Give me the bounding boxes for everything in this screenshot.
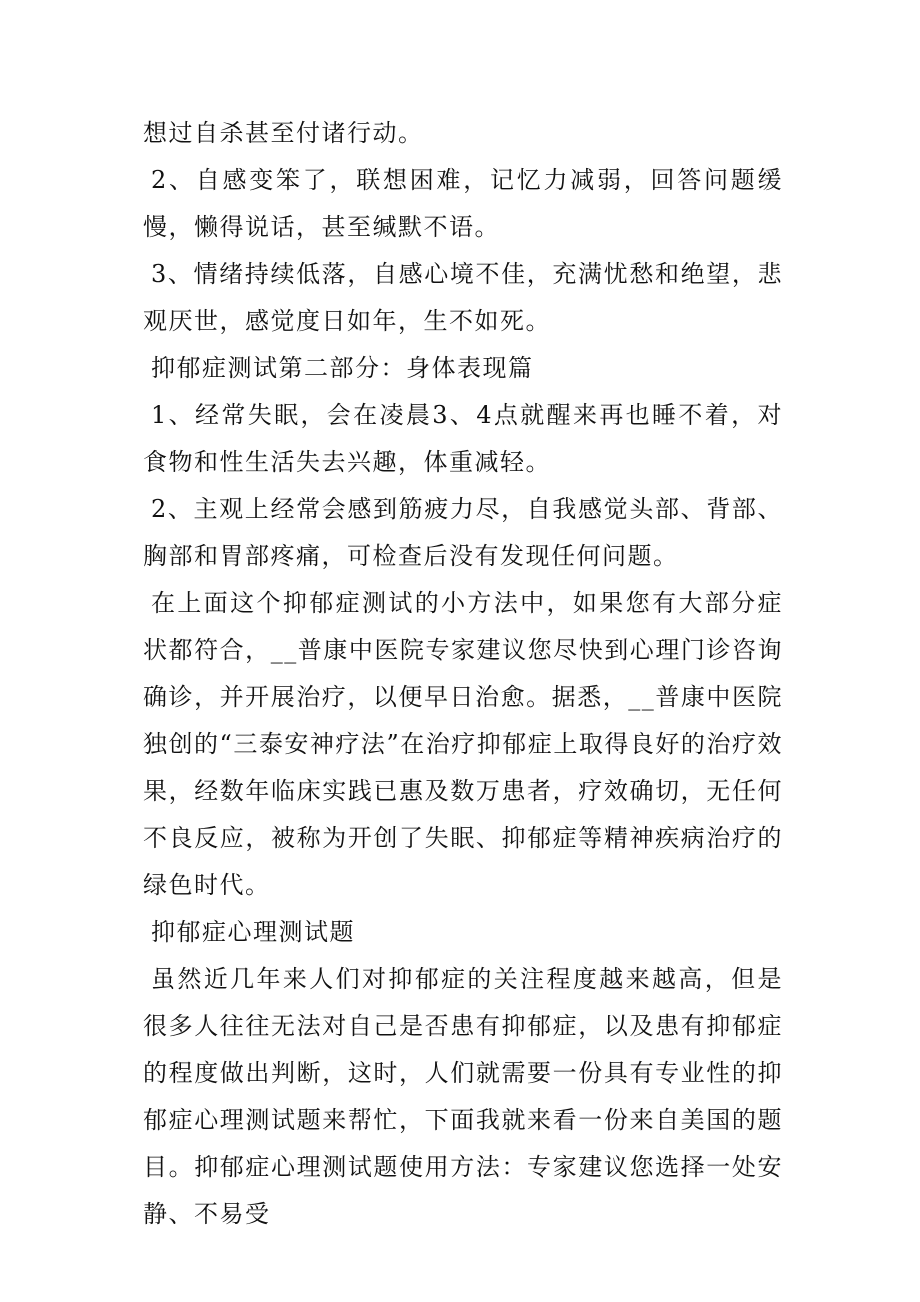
section-heading-physical: 抑郁症测试第二部分：身体表现篇 — [151, 354, 534, 382]
paragraph-cognitive-symptom: 2、自感变笨了，联想困难，记忆力减弱，回答问题缓慢，懒得说话，甚至缄默不语。 — [143, 166, 783, 241]
document-page — [143, 110, 783, 1238]
paragraph-treatment-advice: 在上面这个抑郁症测试的小方法中，如果您有大部分症状都符合，__普康中医院专家建议您尽快到心理门诊咨询确诊，并开展治疗，以便早日治愈。据悉，__普康中医院独创的“三泰安神疗法”在治疗抑郁症上取得良好的治疗效果，经数年临床实践已惠及数万患者，疗效确切，无任何不良反应，被称为开创了失眠、抑郁症等精神疾病治疗的绿色时代。 — [143, 589, 783, 899]
section-heading-psych-test: 抑郁症心理测试题 — [151, 918, 355, 946]
paragraph-fatigue-symptom: 2、主观上经常会感到筋疲力尽，自我感觉头部、背部、胸部和胃部疼痛，可检查后没有发现任何问题。 — [143, 495, 783, 570]
paragraph-mood-symptom: 3、情绪持续低落，自感心境不佳，充满忧愁和绝望，悲观厌世，感觉度日如年，生不如死。 — [143, 260, 783, 335]
paragraph-test-introduction: 虽然近几年来人们对抑郁症的关注程度越来越高，但是很多人往往无法对自己是否患有抑郁症，以及患有抑郁症的程度做出判断，这时，人们就需要一份具有专业性的抑郁症心理测试题来帮忙，下面我就来看一份来自美国的题目。抑郁症心理测试题使用方法：专家建议您选择一处安静、不易受 — [143, 965, 783, 1228]
paragraph-suicide-continuation: 想过自杀甚至付诸行动。 — [143, 119, 424, 147]
paragraph-insomnia-symptom: 1、经常失眠，会在凌晨3、4点就醒来再也睡不着，对食物和性生活失去兴趣，体重减轻。 — [143, 401, 783, 476]
